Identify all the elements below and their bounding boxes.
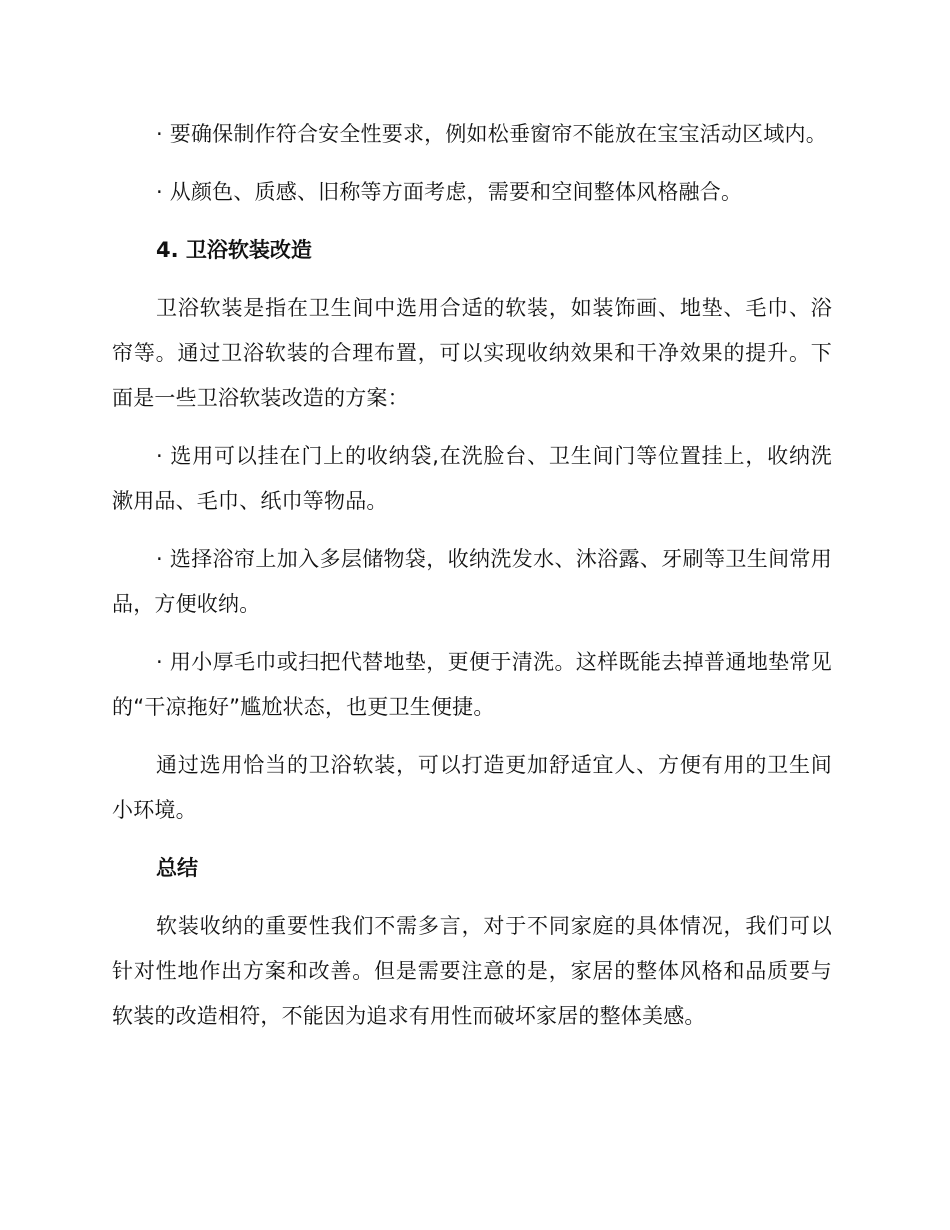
bullet-door-bag: · 选用可以挂在门上的收纳袋,在洗脸台、卫生间门等位置挂上，收纳洗漱用品、毛巾、纸巾等物品。	[112, 444, 832, 513]
section-heading-bathroom: 4. 卫浴软装改造	[156, 238, 312, 262]
document-body	[112, 112, 832, 1039]
paragraph-bathroom-intro: 卫浴软装是指在卫生间中选用合适的软装，如装饰画、地垫、毛巾、浴帘等。通过卫浴软装的合理布置，可以实现收纳效果和干净效果的提升。下面是一些卫浴软装改造的方案：	[112, 296, 832, 410]
paragraph-bathroom-summary: 通过选用恰当的卫浴软装，可以打造更加舒适宜人、方便有用的卫生间小环境。	[112, 753, 832, 822]
bullet-safety: · 要确保制作符合安全性要求，例如松垂窗帘不能放在宝宝活动区域内。	[156, 122, 827, 146]
paragraph-conclusion: 软装收纳的重要性我们不需多言，对于不同家庭的具体情况，我们可以针对性地作出方案和改善。但是需要注意的是，家居的整体风格和品质要与软装的改造相符，不能因为追求有用性而破坏家居的整体美感。	[112, 914, 832, 1028]
bullet-style: · 从颜色、质感、旧称等方面考虑，需要和空间整体风格融合。	[156, 180, 743, 204]
section-heading-summary: 总结	[156, 856, 198, 880]
bullet-towel-mat: · 用小厚毛巾或扫把代替地垫，更便于清洗。这样既能去掉普通地垫常见的“干凉拖好”尴尬状态，也更卫生便捷。	[112, 650, 832, 719]
bullet-curtain-pockets: · 选择浴帘上加入多层储物袋，收纳洗发水、沐浴露、牙刷等卫生间常用品，方便收纳。	[112, 547, 832, 616]
